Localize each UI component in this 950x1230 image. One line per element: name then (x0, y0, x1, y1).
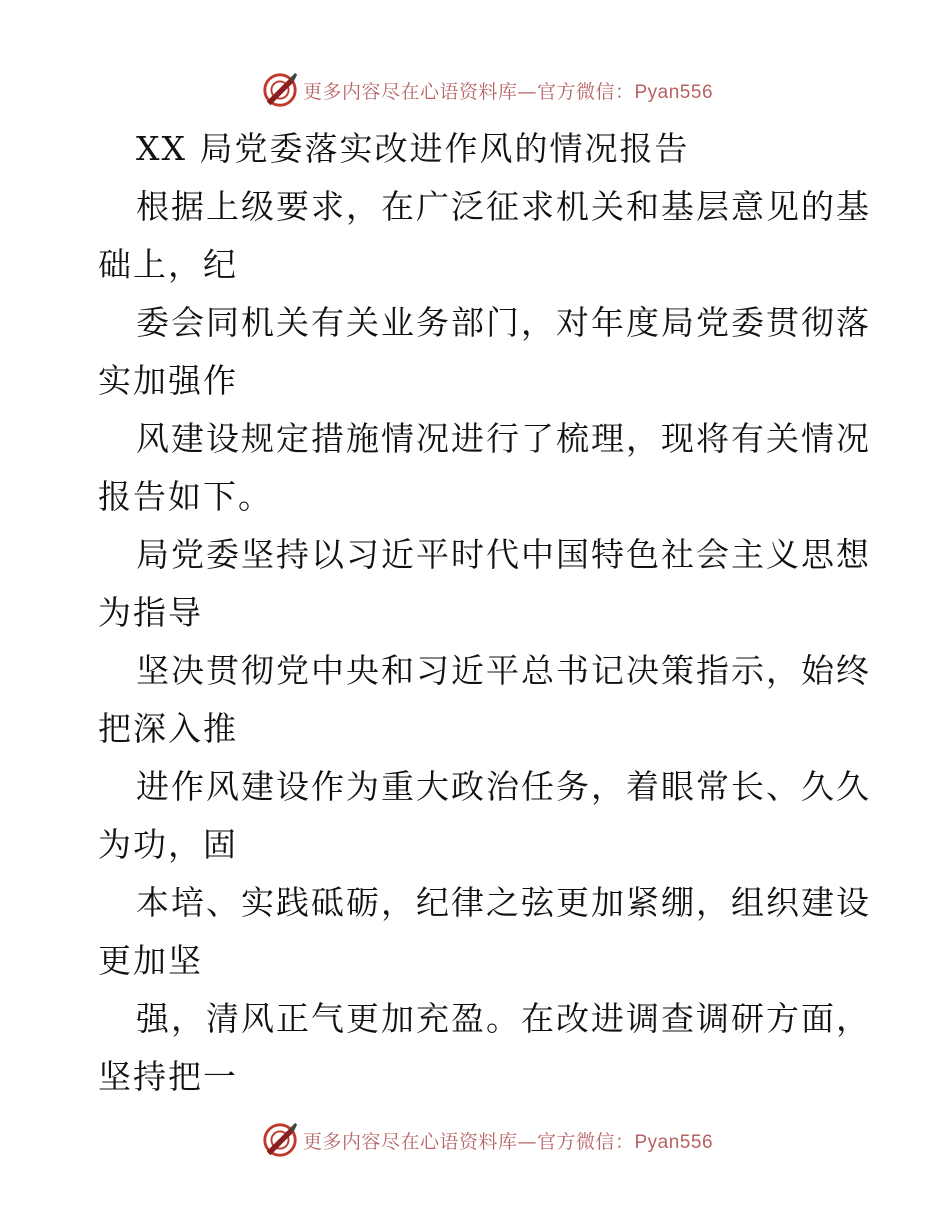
footer-banner-content (261, 1121, 713, 1159)
header-banner-content (261, 71, 713, 109)
header-banner (0, 70, 950, 110)
document-line: 风建设规定措施情况进行了梳理，现将有关情况 (136, 419, 871, 458)
document-line: 强，清风正气更加充盈。在改进调查调研方面， (136, 999, 871, 1038)
document-line: 为指导 (98, 593, 203, 632)
document-line: 更加坚 (98, 941, 203, 980)
document-line: 坚持把一 (98, 1057, 238, 1096)
footer-banner (0, 1120, 950, 1160)
document-line: 实加强作 (98, 361, 238, 400)
document-line: 本培、实践砥砺，纪律之弦更加紧绷，组织建设 (136, 883, 871, 922)
logo-icon (261, 71, 299, 109)
document-line: 委会同机关有关业务部门，对年度局党委贯彻落 (136, 303, 871, 342)
header-wechat-id: Pyan556 (634, 81, 714, 103)
document-line: 根据上级要求，在广泛征求机关和基层意见的基 (136, 187, 871, 226)
footer-wechat-id: Pyan556 (634, 1131, 714, 1153)
document-body (98, 120, 871, 1106)
document-line: 坚决贯彻党中央和习近平总书记决策指示，始终 (136, 651, 871, 690)
footer-banner-text: 更多内容尽在心语资料库—官方微信：Pyan556 (302, 1130, 714, 1153)
document-line: 为功，固 (98, 825, 238, 864)
logo-icon (261, 1121, 299, 1159)
document-line: 把深入推 (98, 709, 238, 748)
header-banner-text: 更多内容尽在心语资料库—官方微信：Pyan556 (302, 80, 714, 103)
document-line: 报告如下。 (98, 477, 273, 516)
document-line: 局党委坚持以习近平时代中国特色社会主义思想 (136, 535, 871, 574)
document-line: 进作风建设作为重大政治任务，着眼常长、久久 (136, 767, 871, 806)
document-line: 础上，纪 (98, 245, 238, 284)
document-title: XX 局党委落实改进作风的情况报告 (136, 129, 690, 168)
